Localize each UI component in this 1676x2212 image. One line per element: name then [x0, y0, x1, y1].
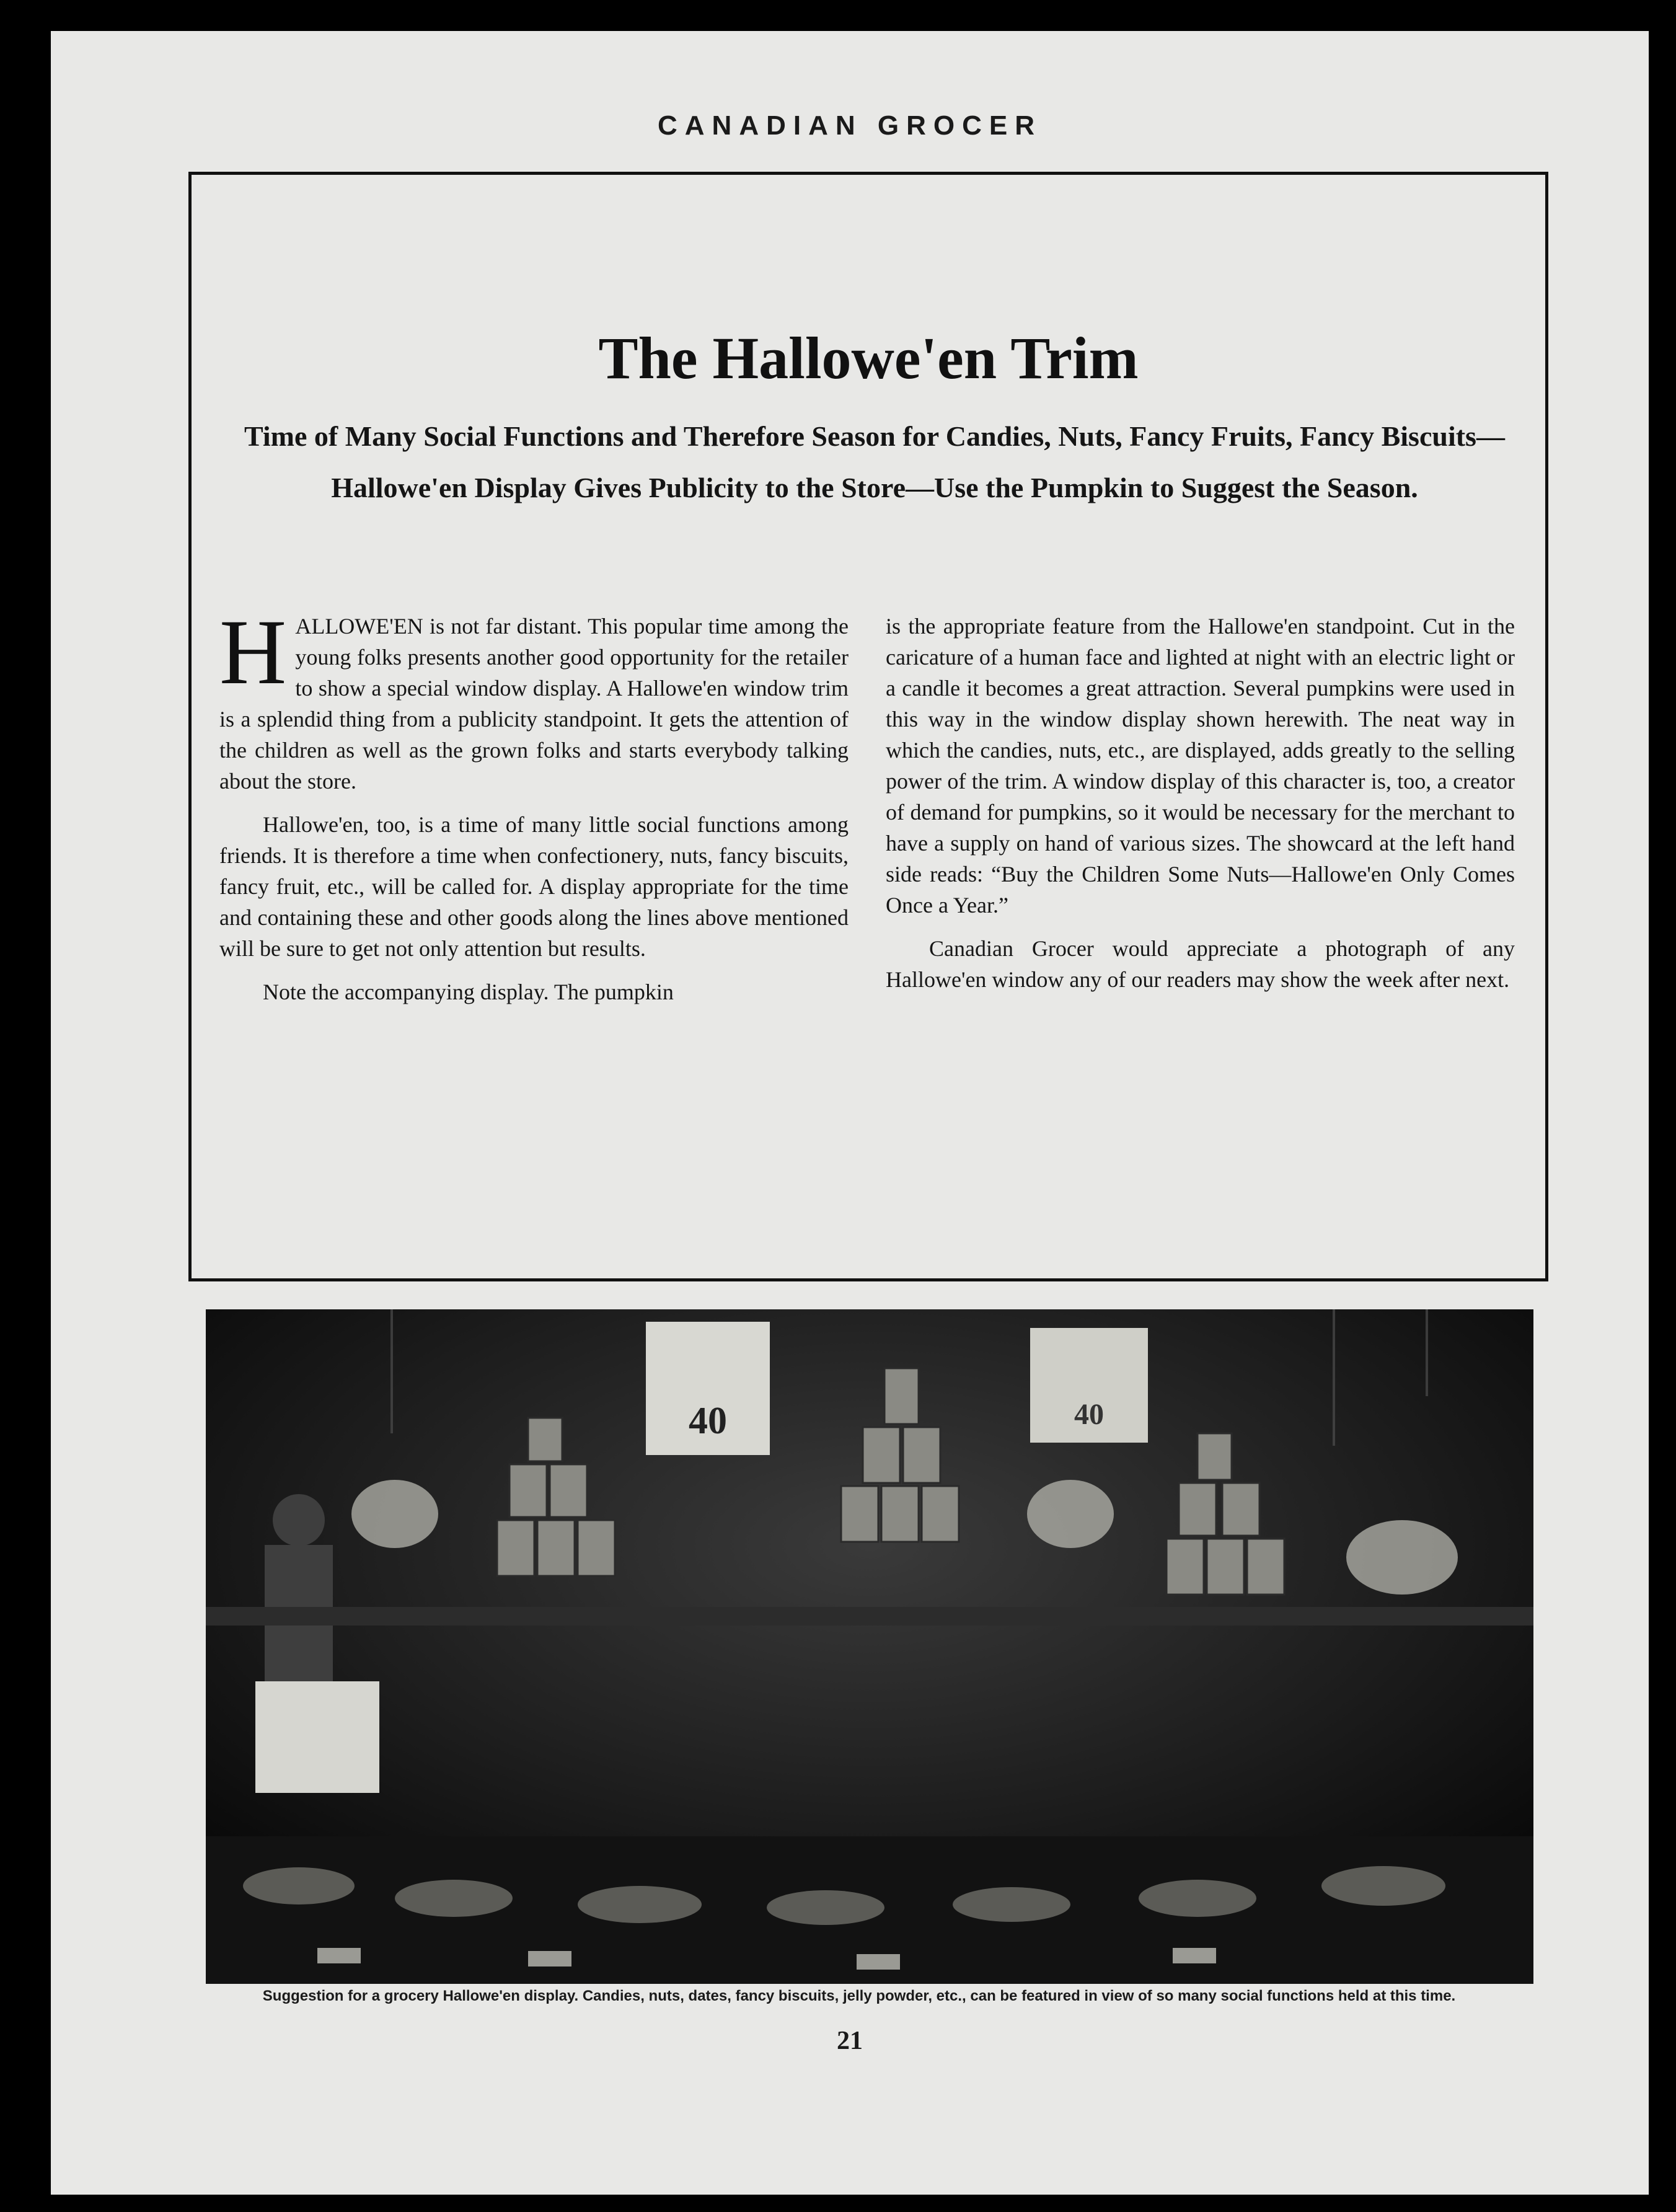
magazine-page	[51, 31, 1649, 2195]
shopkeeper-figure	[265, 1494, 333, 1688]
drop-cap: H	[219, 601, 287, 704]
article-title: The Hallowe'en Trim	[598, 325, 1139, 391]
paragraph: Canadian Grocer would appreciate a photograph of any Hallowe'en window any of our readers may show the week after next.	[886, 936, 1515, 992]
paragraph-text: ALLOWE'EN is not far distant. This popular time among the young folks presents another good opportunity for the retailer to show a special window display. A Hallowe'en window trim is a splendid thing from a publicity standpoint. It gets the attention of the children as well as the grown folks and starts everybody talking about the store.	[219, 614, 849, 794]
paragraph: Hallowe'en, too, is a time of many little social functions among friends. It is therefore a time when confectionery, nuts, fancy biscuits, fancy fruit, etc., will be called for. A display appropriate for the time and containing these and other goods along the lines above mentioned will be sure to get not only attention but results.	[219, 812, 849, 961]
running-head: CANADIAN GROCER	[658, 110, 1042, 141]
article-subtitle: Time of Many Social Functions and Therefore Season for Candies, Nuts, Fancy Fruits, Fancy Biscuits—Hallowe'en Display Gives Publicity to the Store—Use the Pumpkin to Suggest the Season.	[244, 420, 1505, 503]
showcard	[255, 1681, 379, 1793]
price-sign-right-label: 40	[1074, 1398, 1104, 1431]
price-sign-left-label: 40	[689, 1400, 727, 1442]
page-number: 21	[837, 2027, 863, 2055]
photo-caption: Suggestion for a grocery Hallowe'en display. Candies, nuts, dates, fancy biscuits, jelly powder, etc., can be featured in view of so many social functions held at this time.	[262, 1988, 1456, 2004]
article-column-right	[886, 611, 1515, 1007]
paragraph	[219, 601, 849, 797]
paragraph: is the appropriate feature from the Hallowe'en standpoint. Cut in the caricature of a human face and lighted at night with an electric light or a candle it becomes a great attraction. Several pumpkins were used in this way in the window display shown herewith. The neat way in which the candies, nuts, etc., are displayed, adds greatly to the selling power of the trim. A window display of this character is, too, a creator of demand for pumpkins, so it would be necessary for the merchant to have a supply on hand of various sizes. The showcard at the left hand side reads: “Buy the Children Some Nuts—Hallowe'en Only Comes Once a Year.”	[886, 614, 1515, 918]
paragraph: Note the accompanying display. The pumpkin	[263, 980, 674, 1004]
window-display-photo	[206, 1309, 1533, 1984]
article-frame	[188, 172, 1548, 1281]
article-column-left	[219, 601, 849, 1020]
